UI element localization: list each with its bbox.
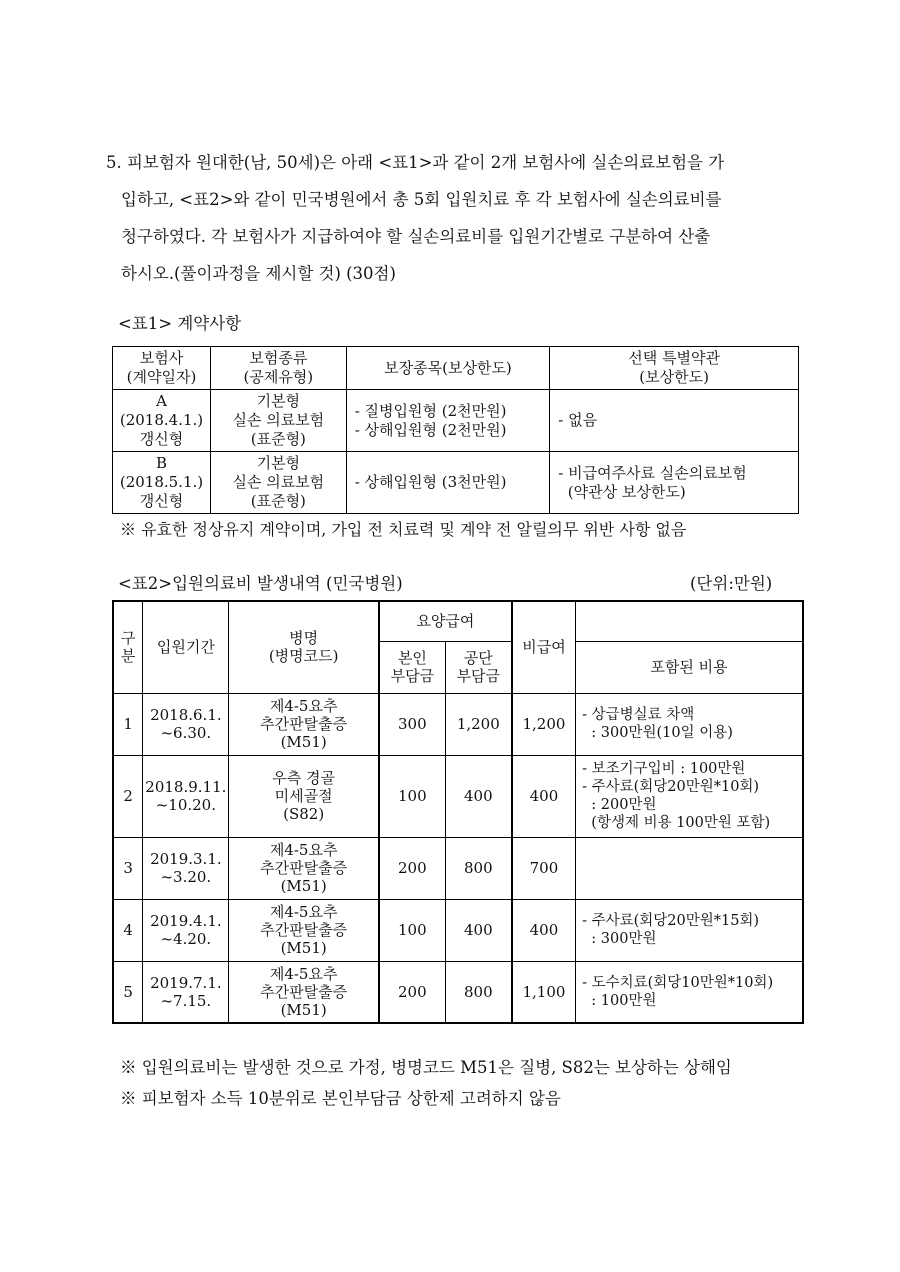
row-disease [229,837,379,899]
header-text: 보험사 [139,349,184,367]
header-period: 입원기간 [143,601,229,693]
footnotes [120,1052,732,1114]
cell-text: 제4-5요추 [269,903,338,921]
header-text: 병명 [289,629,319,648]
cell-text: 추간판탈출증 [260,982,348,1001]
cell-text: (M51) [280,939,327,957]
row-included [576,693,803,755]
header-coverage: 보장종목(보상한도) [346,347,550,390]
row-included [576,837,803,899]
cell-text: - 상급병실료 차액 [582,707,695,723]
cell-text: - 질병입원형 (2천만원) [354,401,507,420]
cell-text: (M51) [280,733,327,751]
cell-text: 2018.6.1. [150,706,222,724]
cell-text: 추간판탈출증 [260,921,348,939]
header-text: 분 [120,647,136,666]
row-public: 1,200 [445,693,512,755]
cell-text: 추간판탈출증 [260,715,348,733]
question-text [106,144,806,292]
insurer-cell [113,390,211,452]
row-public: 400 [445,899,512,961]
table2-unit: (단위:만원) [690,574,773,593]
table1-caption: <표1> 계약사항 [118,314,242,333]
header-blank [576,601,803,641]
cell-text: 제4-5요추 [269,697,338,715]
header-text: (병명코드) [268,647,339,666]
row-included [576,755,803,837]
cell-text: ~7.15. [160,991,212,1010]
row-period [143,693,229,755]
coverage-cell [346,452,550,514]
cell-text: ~6.30. [160,724,212,742]
cell-text: - 상해입원형 (3천만원) [354,473,507,491]
cell-text: : 100만원 [582,992,657,1009]
cell-text: 추간판탈출증 [260,859,348,877]
table-row [113,390,799,452]
cell-text: - 보조기구입비 : 100만원 [582,761,746,777]
cell-text: 2019.3.1. [150,850,222,868]
row-self: 300 [379,693,445,755]
cell-text: (S82) [283,805,325,823]
row-noncovered: 700 [512,837,576,899]
header-text: 구 [120,629,136,648]
row-public: 400 [445,755,512,837]
row-noncovered: 1,200 [512,693,576,755]
cell-text: - 상해입원형 (2천만원) [354,420,507,439]
cell-text: - 주사료(회당20만원*10회) [582,779,760,795]
question-line: 5. 피보험자 원대한(남, 50세)은 아래 <표1>과 같이 2개 보험사에 실손의료보험을 가 [106,153,725,172]
header-type [210,347,346,390]
cell-text: 2019.7.1. [150,973,222,992]
cell-text: - 없음 [558,411,598,429]
row-period [143,837,229,899]
cell-text: : 300만원 [582,931,657,947]
table-row [113,899,803,961]
row-period [143,961,229,1023]
row-no: 1 [113,693,143,755]
cell-text: : 200만원 [582,797,657,813]
footnote: ※ 피보험자 소득 10분위로 본인부담금 상한제 고려하지 않음 [120,1089,561,1108]
table2-caption: <표2>입원의료비 발생내역 (민국병원) [118,574,403,593]
cell-text: ~3.20. [160,868,212,886]
cell-text: 실손 의료보험 [232,473,325,491]
row-disease [229,693,379,755]
question-line: 입하고, <표2>와 같이 민국병원에서 총 5회 입원치료 후 각 보험사에 실손의료비를 [121,190,722,209]
table2-header-row [113,601,803,641]
row-public: 800 [445,961,512,1023]
cell-text: - 비급여주사료 실손의료보험 [558,463,747,482]
cell-text: 실손 의료보험 [232,411,325,429]
insurer-cell [113,452,211,514]
header-no [113,601,143,693]
row-included [576,899,803,961]
rider-cell [550,452,799,514]
question-line: 청구하였다. 각 보험사가 지급하여야 할 실손의료비를 입원기간별로 구분하여 산출 [121,227,711,246]
header-self [379,641,445,693]
cell-text: 우측 경골 [272,769,336,787]
cell-text: (약관상 보상한도) [558,482,686,501]
row-no: 4 [113,899,143,961]
cell-text: 갱신형 [139,430,184,448]
header-public [445,641,512,693]
cell-text: (2018.5.1.) [119,473,204,491]
table-row [113,961,803,1023]
row-disease [229,755,379,837]
cell-text: : 300만원(10일 이용) [582,725,733,741]
row-no: 3 [113,837,143,899]
table-row [113,693,803,755]
cell-text: 기본형 [256,392,301,410]
header-text: (보상한도) [639,368,709,386]
header-noncovered: 비급여 [512,601,576,693]
medical-expense-table [112,600,804,1024]
cell-text: A [156,392,167,410]
cell-text: 갱신형 [139,492,184,510]
row-self: 100 [379,755,445,837]
cell-text: 2019.4.1. [150,912,222,930]
cell-text: - 주사료(회당20만원*15회) [582,913,760,929]
table1-note: ※ 유효한 정상유지 계약이며, 가입 전 치료력 및 계약 전 알릴의무 위반 사항 없음 [120,520,687,539]
cell-text: (표준형) [250,492,306,510]
cell-text: (2018.4.1.) [119,411,204,429]
row-public: 800 [445,837,512,899]
header-text: 부담금 [390,667,435,685]
table-row [113,755,803,837]
header-disease [229,601,379,693]
cell-text: ~10.20. [155,796,216,814]
row-noncovered: 400 [512,755,576,837]
cell-text: 기본형 [256,454,301,472]
cell-text: ~4.20. [160,930,212,948]
cell-text: (M51) [280,877,327,895]
header-covered: 요양급여 [379,601,512,641]
header-text: (계약일자) [126,368,197,386]
header-insurer [113,347,211,390]
contract-table [112,346,799,514]
table-row [113,452,799,514]
row-self: 200 [379,961,445,1023]
row-period [143,755,229,837]
question-line: 하시오.(풀이과정을 제시할 것) (30점) [121,264,396,283]
cell-text: (M51) [280,1000,327,1019]
header-rider [550,347,799,390]
cell-text: 미세골절 [274,787,333,805]
header-text: 보험종류 [249,349,308,367]
header-text: 부담금 [456,667,501,685]
row-disease [229,961,379,1023]
cell-text: 2018.9.11. [145,778,227,796]
row-noncovered: 400 [512,899,576,961]
row-no: 5 [113,961,143,1023]
row-included [576,961,803,1023]
cell-text: (항생제 비용 100만원 포함) [582,815,771,831]
rider-cell [550,390,799,452]
header-text: 본인 [397,649,427,667]
table-row [113,837,803,899]
row-no: 2 [113,755,143,837]
row-self: 100 [379,899,445,961]
type-cell [210,390,346,452]
header-text: (공제유형) [243,368,314,386]
footnote: ※ 입원의료비는 발생한 것으로 가정, 병명코드 M51은 질병, S82는 보상하는 상해임 [120,1058,732,1077]
coverage-cell [346,390,550,452]
row-disease [229,899,379,961]
cell-text: - 도수치료(회당10만원*10회) [582,974,774,991]
table1-header-row [113,347,799,390]
cell-text: 제4-5요추 [269,841,338,859]
cell-text: 제4-5요추 [269,964,338,983]
header-text: 선택 특별약관 [628,349,720,367]
cell-text: B [155,454,167,472]
row-period [143,899,229,961]
header-text: 공단 [463,649,493,667]
row-noncovered: 1,100 [512,961,576,1023]
header-included: 포함된 비용 [576,641,803,693]
cell-text: (표준형) [250,430,306,448]
row-self: 200 [379,837,445,899]
type-cell [210,452,346,514]
